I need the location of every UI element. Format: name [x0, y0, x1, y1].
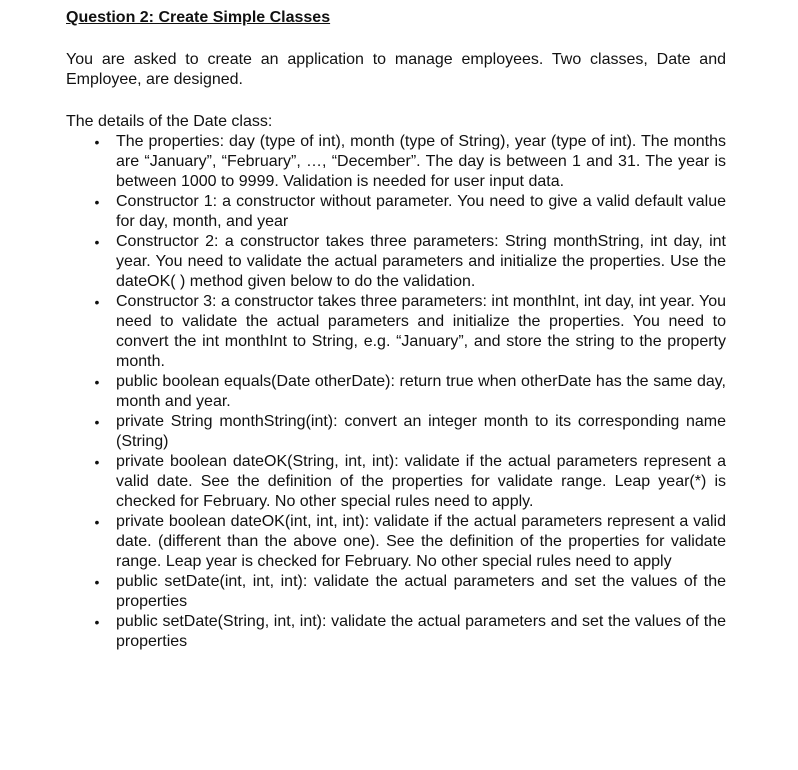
list-item — [66, 512, 726, 572]
list-item — [66, 452, 726, 512]
list-item — [66, 412, 726, 452]
bullet-icon: • — [94, 194, 100, 210]
date-class-details-list — [66, 132, 726, 652]
intro-paragraph: You are asked to create an application to manage employees. Two classes, Date and Employee, are designed. — [66, 51, 726, 88]
list-item-text: The properties: day (type of int), month (type of String), year (type of int). The months are “January”, “February”, …, “December”. The day is between 1 and 31. The year is between 1000 to 9999. Validation is needed for user input data. — [116, 133, 726, 190]
date-class-details-title: The details of the Date class: — [66, 113, 273, 130]
list-item-text: public setDate(int, int, int): validate the actual parameters and set the values of the properties — [116, 573, 726, 610]
bullet-icon: • — [94, 134, 100, 150]
document-page — [66, 8, 726, 652]
list-item — [66, 612, 726, 652]
list-item — [66, 192, 726, 232]
bullet-icon: • — [94, 294, 100, 310]
list-item-text: Constructor 3: a constructor takes three parameters: int monthInt, int day, int year. You need to validate the actual parameters and initialize the properties. You need to convert the int monthInt to String, e.g. “January”, and store the string to the property month. — [116, 293, 726, 370]
list-item-text: Constructor 2: a constructor takes three parameters: String monthString, int day, int year. You need to validate the actual parameters and initialize the properties. Use the dateOK( ) method given below to do the validation. — [116, 233, 726, 290]
list-item — [66, 132, 726, 192]
list-item — [66, 292, 726, 372]
list-item-text: public boolean equals(Date otherDate): return true when otherDate has the same day, month and year. — [116, 373, 726, 410]
list-item-text: private boolean dateOK(String, int, int): validate if the actual parameters represent a valid date. See the definition of the properties for validate range. Leap year(*) is checked for February. No other special rules need to apply. — [116, 453, 726, 510]
bullet-icon: • — [94, 374, 100, 390]
list-item-text: public setDate(String, int, int): validate the actual parameters and set the values of the properties — [116, 613, 726, 650]
list-item — [66, 572, 726, 612]
list-item-text: Constructor 1: a constructor without parameter. You need to give a valid default value for day, month, and year — [116, 193, 726, 230]
bullet-icon: • — [94, 454, 100, 470]
list-item-text: private String monthString(int): convert an integer month to its corresponding name (String) — [116, 413, 726, 450]
list-item-text: private boolean dateOK(int, int, int): validate if the actual parameters represent a valid date. (different than the above one). See the definition of the properties for validate range. Leap year is checked for February. No other special rules need to apply — [116, 513, 726, 570]
bullet-icon: • — [94, 514, 100, 530]
bullet-icon: • — [94, 234, 100, 250]
bullet-icon: • — [94, 414, 100, 430]
bullet-icon: • — [94, 614, 100, 630]
list-item — [66, 232, 726, 292]
question-heading: Question 2: Create Simple Classes — [66, 9, 331, 26]
list-item — [66, 372, 726, 412]
bullet-icon: • — [94, 574, 100, 590]
